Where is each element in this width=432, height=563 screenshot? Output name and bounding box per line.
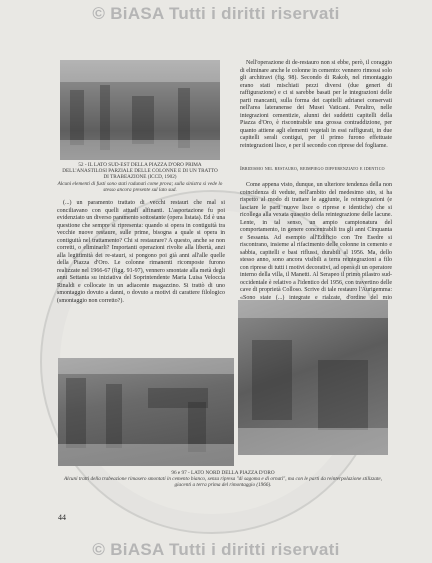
page-number: 44 <box>58 513 66 522</box>
caption-line: DELL'ANASTILOSI PARZIALE DELLE COLONNE E DI UN TRATTO <box>62 168 218 175</box>
caption-line: 52 - IL LATO SUD-EST DELLA PIAZZA D'ORO PRIMA <box>78 162 202 168</box>
caption-line: 96 e 97 - LATO NORD DELLA PIAZZA D'ORO <box>171 470 275 476</box>
watermark-bottom: © BiASA Tutti i diritti riservati <box>92 540 340 559</box>
right-column-bottom <box>240 182 392 300</box>
figure-photo-right <box>238 300 388 455</box>
caption-note: Alcuni tratti della trabeazione rimasero smontati in cemento bianco, senza ripresa "di sagoma e di ornati", ma con le parti da reinterpolazione stilizzate, giacenti a terra prima del rimontaggio (1966). <box>63 476 383 489</box>
paragraph: Come appena visto, dunque, un ulteriore tendenza della non coincidenza di vedute, nell'ambito del medesimo sito, si ha rispetto al modo di trattare le aggiunte, le reintegrazioni (e lasciare le parti nuove lisce o riprese e identiche) che si ricollega alla vexata quaestio della reintegrazione delle lacune. Lente, in tal senso, un ampio campionatura del comportamento, in genere concentrabili tra gli anni Cinquanta e Sessanta. Ad esempio all'Edificio con Tre Esedre si riscontrano, insieme al rifacimento delle colonne in cemento e sabbia, capitelli e basi riflussi, durabili al 1956. Ma, dello stesso anno, sono ancora visibili a terra reintegrazioni a filo con riprese di tutti i motivi decorativi, ad opera di un operatore interno della villa, il Manetti. Al Serapeo il primo pilastro sud-occidentale è relativo a l'identico del 1956, con travertino delle cave di proprietà Colloso. Scrive di tale restauro l'Aurigemma: «Sono state (...) integrate e rialzate, d'ordine del mio <box>240 182 392 301</box>
watermark-top: © BiASA Tutti i diritti riservati <box>92 4 340 23</box>
left-column-text <box>57 200 225 350</box>
figure-photo-top <box>60 60 220 160</box>
figure-caption-top <box>56 162 224 193</box>
section-heading: Ibridismo nel restauro, reimpiego differenziato e identico <box>240 166 385 172</box>
caption-note: Alcuni elementi di fusti sono stati radunati come prova; sulla sinistra si vede lo stesso ancora presente sul lato sud. <box>57 180 223 193</box>
paragraph: (...) un paramento trattato di vecchi restauri che mal si conciliavano con quelli attuali alfinanti. L'asportazione fu poi evidenziato un diverso paramento sottostante (opera listata). Ed è una questione che sempre si ripresenta: quando si opera in contiguità tra vecchie nuove restaure, sulle prime, bisogna a quale si opera in contiguità nel trattamento? Chi si restaurare? A questo, anche se non corretti, o eliminarli? Importanti operazioni rivolte alla libertà, anzi alla legittimità dei re-stauri, si pongono poi già anni all'alle quelle della Piazza d'Oro. Le colonne rimanenti ricomposte furono realizzate nel 1966-67 (figg. 91-97), vennero smontate alla metà degli anni Settanta su iniziativa del Soprintendente Maria Luisa Veloccia Rinaldi e collocate in un adiacente magazzino. Si trattò di uno smontaggio dovuto a danni, o dovuto a motivi di carattere filologico (smontaggio non corretto?). <box>57 200 225 304</box>
paragraph: Nell'operazione di de-restauro non si ebbe, però, il coraggio di eliminare anche le colonne in cemento: vennero rimossi solo gli architravi (fig. 98). Secondo di Rakob, nel rimontaggio erano stati mischiati pezzi diversi (due generi di raffigurazione) e ci si sarebbe basati per le integrazioni delle parti mancanti, sulla forma dei capitelli adrianei conservati nell'area lateranense dei Musei Vaticani. Peraltro, nelle integrazioni cementizie, alunni dei suddetti capitelli della Piazza d'Oro, è riscontrabile una grossa contraddizione, per quanto attiene agli elementi vegetali in essi raffigurati, in due capitelli serali contigui, per il primo furono effettuate reintegrazioni lisce, e per il secondo con riprese del fogliame. <box>240 60 392 149</box>
caption-line: DI TRABEAZIONE (ICCD, 1902) <box>103 174 177 181</box>
figure-caption-bottom <box>58 470 388 489</box>
figure-photo-bottom <box>58 358 234 466</box>
right-column-top <box>240 60 392 160</box>
